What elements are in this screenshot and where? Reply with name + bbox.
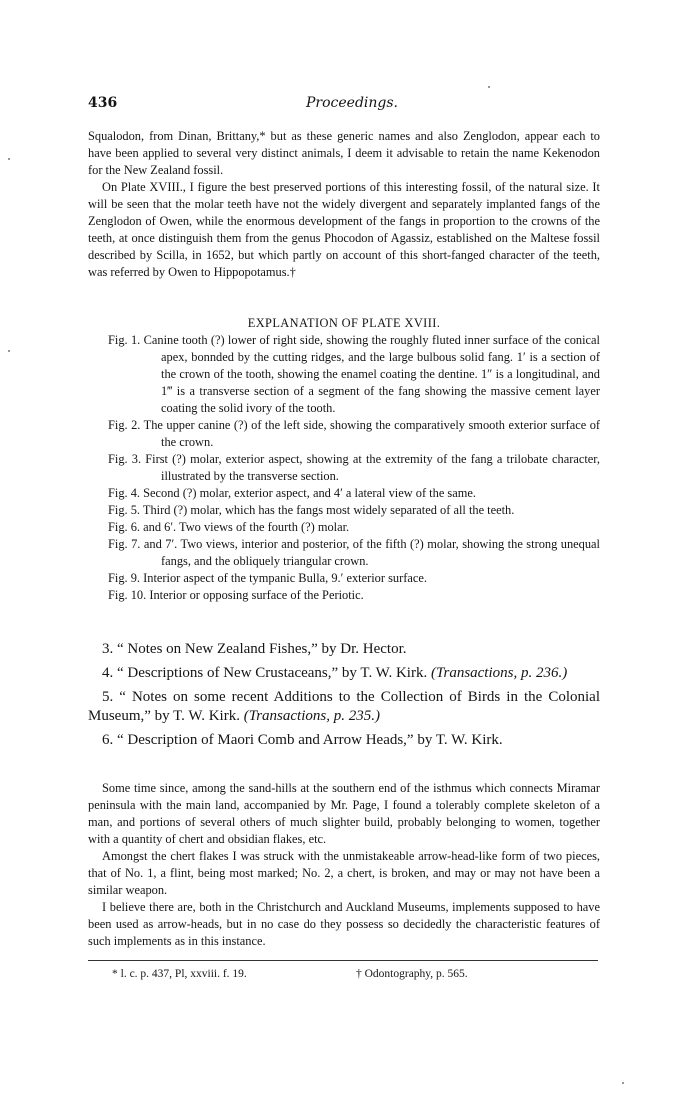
figure-caption (88, 536, 600, 570)
intro-paragraph-1: Squalodon, from Dinan, Brittany,* but as these generic names and also Zenglodon, appear each to have been applied to several very distinct animals, I deem it advisable to retain the name Kekenodon for the New Zealand fossil. (88, 129, 600, 177)
figure-text: Canine tooth (?) lower of right side, showing the roughly fluted inner surface of the conical apex, bonnded by the cutting ridges, and the large bulbous solid fang. 1′ is a section of the crown of the tooth, showing the enamel coating the dentine. 1″ is a longitudinal, and 1‴ is a transverse section of a segment of the fang showing the massive cement layer coating the solid ivory of the tooth. (143, 333, 600, 415)
figure-caption (88, 519, 600, 536)
figure-caption (88, 570, 600, 587)
explanation-heading: EXPLANATION OF PLATE XVIII. (247, 316, 441, 330)
item-text: 4. “ Descriptions of New Crustaceans,” by T. W. Kirk. (102, 665, 428, 681)
item-text: 3. “ Notes on New Zealand Fishes,” by Dr. Hector. (102, 641, 407, 657)
page-number: 436 (88, 95, 118, 111)
figure-label: Fig. 7. (108, 537, 141, 551)
figure-text: Second (?) molar, exterior aspect, and 4′ a lateral view of the same. (143, 486, 476, 500)
figure-text: Third (?) molar, which has the fangs most widely separated of all the teeth. (142, 503, 515, 517)
intro-text (88, 128, 600, 281)
figure-text: and 6′. Two views of the fourth (?) molar. (143, 520, 350, 534)
running-title: Proceedings. (306, 95, 399, 111)
item-title (88, 640, 600, 659)
proceedings-items (88, 640, 600, 750)
item-title (88, 664, 600, 683)
scan-speck (622, 1082, 624, 1084)
scan-speck (8, 158, 10, 160)
figure-label: Fig. 9. (108, 571, 141, 585)
scan-speck (8, 350, 10, 352)
figure-label: Fig. 3. (108, 452, 142, 466)
closing-paragraph-3: I believe there are, both in the Christchurch and Auckland Museums, implements supposed to have been used as arrow-heads, but in no case do they possess so decidedly the characteristic features of such implements as in this instance. (88, 900, 600, 948)
intro-paragraph-2: On Plate XVIII., I figure the best preserved portions of this interesting fossil, of the natural size. It will be seen that the molar teeth have not the widely divergent and separately implanted fangs of the Zenglodon of Owen, while the enormous development of the fangs in proportion to the crowns of the teeth, at once distinguish them from the genus Phocodon of Agassiz, established on the Maltese fossil described by Scilla, in 1652, but which partly on account of this short-fanged character of the teeth, was referred by Owen to Hippopotamus.† (88, 180, 600, 279)
figure-label: Fig. 1. (108, 333, 141, 347)
closing-paragraph-1: Some time since, among the sand-hills at the southern end of the isthmus which connects Miramar peninsula with the main land, accompanied by Mr. Page, I found a tolerably complete skeleton of a man, and portions of several others of much slighter build, probably belonging to women, together with a quantity of chert and obsidian flakes, etc. (88, 781, 600, 846)
figure-caption (88, 451, 600, 485)
figure-text: Interior or opposing surface of the Periotic. (149, 588, 364, 602)
figure-caption (88, 502, 600, 519)
figure-text: Interior aspect of the tympanic Bulla, 9.′ exterior surface. (143, 571, 427, 585)
footnote-divider (88, 960, 598, 961)
item-title (88, 731, 600, 750)
figure-label: Fig. 4. (108, 486, 141, 500)
figure-caption (88, 587, 600, 604)
figure-label: Fig. 2. (108, 418, 141, 432)
figure-caption (88, 332, 600, 417)
item-reference: (Transactions, p. 236.) (430, 665, 568, 681)
footnote-left: * l. c. p. 437, Pl, xxviii. f. 19. (112, 968, 247, 980)
figure-label: Fig. 10. (108, 588, 147, 602)
footnote-right: † Odontography, p. 565. (356, 968, 468, 980)
scan-speck (488, 86, 490, 88)
item-text: 6. “ Description of Maori Comb and Arrow Heads,” by T. W. Kirk. (102, 732, 503, 748)
figure-caption (88, 485, 600, 502)
item-reference: (Transactions, p. 235.) (243, 708, 380, 724)
figure-label: Fig. 5. (108, 503, 141, 517)
figure-text: First (?) molar, exterior aspect, showing at the extremity of the fang a trilobate character, illustrated by the transverse section. (145, 452, 600, 483)
item-text: 5. “ Notes on some recent Additions to the Collection of Birds in the Colonial Museum,” by T. W. Kirk. (88, 689, 600, 724)
figure-label: Fig. 6. (108, 520, 141, 534)
item-title (88, 688, 600, 726)
figure-text: and 7′. Two views, interior and posterior, of the fifth (?) molar, showing the strong unequal fangs, and the obliquely triangular crown. (143, 537, 600, 568)
closing-paragraph-2: Amongst the chert flakes I was struck with the unmistakeable arrow-head-like form of two pieces, that of No. 1, a flint, being most marked; No. 2, a chert, is broken, and may or may not have been a similar weapon. (88, 849, 600, 897)
plate-explanation (88, 315, 600, 604)
figure-caption (88, 417, 600, 451)
figure-text: The upper canine (?) of the left side, showing the comparatively smooth exterior surface of the crown. (143, 418, 601, 449)
closing-text (88, 780, 600, 950)
